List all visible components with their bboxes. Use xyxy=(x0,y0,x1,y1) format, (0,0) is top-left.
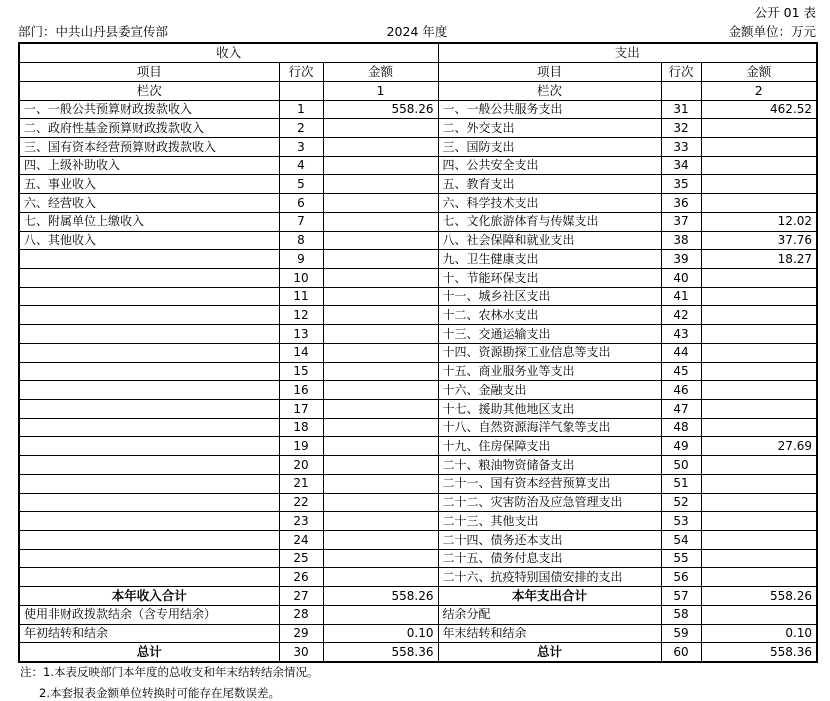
expense-line-cell: 58 xyxy=(661,605,701,624)
table-row xyxy=(19,624,817,643)
expense-line-cell: 39 xyxy=(661,250,701,269)
expense-item-cell: 二十五、债务付息支出 xyxy=(438,549,661,568)
table-row xyxy=(19,381,817,400)
table-row xyxy=(19,137,817,156)
expense-section-header: 支出 xyxy=(438,43,817,62)
expense-item-cell: 十八、自然资源海洋气象等支出 xyxy=(438,418,661,437)
table-row xyxy=(19,306,817,325)
expense-amount-cell xyxy=(701,287,817,306)
income-amount-cell: 558.36 xyxy=(323,643,438,662)
expense-line-cell: 51 xyxy=(661,474,701,493)
expense-item-cell: 二十一、国有资本经营预算支出 xyxy=(438,474,661,493)
income-line-cell: 26 xyxy=(279,568,323,587)
income-item-cell: 一、一般公共预算财政拨款收入 xyxy=(19,100,279,119)
expense-amount-cell xyxy=(701,605,817,624)
income-amount-cell: 558.26 xyxy=(323,587,438,606)
expense-item-cell: 二十四、债务还本支出 xyxy=(438,531,661,550)
expense-line-cell: 31 xyxy=(661,100,701,119)
income-amount-cell xyxy=(323,437,438,456)
expense-amount-cell xyxy=(701,362,817,381)
expense-amount-cell xyxy=(701,531,817,550)
income-item-cell xyxy=(19,456,279,475)
department-label: 部门：中共山丹县委宣传部 xyxy=(18,24,169,39)
income-section-header: 收入 xyxy=(19,43,438,62)
expense-line-cell: 52 xyxy=(661,493,701,512)
expense-line-cell: 40 xyxy=(661,268,701,287)
income-item-cell xyxy=(19,418,279,437)
income-amount-cell xyxy=(323,137,438,156)
income-index-label: 栏次 xyxy=(19,81,279,100)
expense-amount-cell: 18.27 xyxy=(701,250,817,269)
expense-line-cell: 43 xyxy=(661,325,701,344)
expense-line-cell: 57 xyxy=(661,587,701,606)
expense-line-cell: 49 xyxy=(661,437,701,456)
table-row xyxy=(19,531,817,550)
income-item-cell xyxy=(19,287,279,306)
expense-item-cell: 本年支出合计 xyxy=(438,587,661,606)
unit-label: 金额单位：万元 xyxy=(728,24,817,39)
income-item-cell xyxy=(19,400,279,419)
table-row xyxy=(19,418,817,437)
income-amount-cell xyxy=(323,287,438,306)
expense-amount-cell xyxy=(701,119,817,138)
table-row xyxy=(19,568,817,587)
income-item-cell: 六、经营收入 xyxy=(19,194,279,213)
section-header-row xyxy=(19,43,817,62)
expense-amount-cell: 558.36 xyxy=(701,643,817,662)
expense-item-cell: 三、国防支出 xyxy=(438,137,661,156)
expense-amount-cell xyxy=(701,400,817,419)
expense-amount-cell: 0.10 xyxy=(701,624,817,643)
expense-amount-cell xyxy=(701,137,817,156)
income-line-cell: 18 xyxy=(279,418,323,437)
income-item-cell xyxy=(19,568,279,587)
income-expense-table xyxy=(18,42,818,663)
expense-line-cell: 56 xyxy=(661,568,701,587)
table-row xyxy=(19,643,817,662)
income-amount-cell xyxy=(323,306,438,325)
column-index-row xyxy=(19,81,817,100)
expense-item-cell: 总计 xyxy=(438,643,661,662)
expense-index-blank xyxy=(661,81,701,100)
expense-item-cell: 十九、住房保障支出 xyxy=(438,437,661,456)
table-row xyxy=(19,493,817,512)
income-amount-cell xyxy=(323,175,438,194)
income-item-cell: 四、上级补助收入 xyxy=(19,156,279,175)
expense-line-cell: 48 xyxy=(661,418,701,437)
expense-line-cell: 54 xyxy=(661,531,701,550)
expense-amount-cell xyxy=(701,568,817,587)
income-line-cell: 29 xyxy=(279,624,323,643)
income-line-cell: 20 xyxy=(279,456,323,475)
income-item-cell: 年初结转和结余 xyxy=(19,624,279,643)
income-item-cell: 总计 xyxy=(19,643,279,662)
expense-line-cell: 37 xyxy=(661,212,701,231)
income-amount-cell xyxy=(323,493,438,512)
income-amount-cell xyxy=(323,418,438,437)
income-line-cell: 13 xyxy=(279,325,323,344)
income-line-cell: 1 xyxy=(279,100,323,119)
expense-item-cell: 二、外交支出 xyxy=(438,119,661,138)
expense-amount-cell xyxy=(701,156,817,175)
expense-item-cell: 二十三、其他支出 xyxy=(438,512,661,531)
expense-item-cell: 二十、粮油物资储备支出 xyxy=(438,456,661,475)
table-row xyxy=(19,268,817,287)
expense-line-cell: 47 xyxy=(661,400,701,419)
income-amount-cell xyxy=(323,568,438,587)
income-item-cell: 本年收入合计 xyxy=(19,587,279,606)
table-row xyxy=(19,231,817,250)
table-row xyxy=(19,437,817,456)
expense-line-cell: 53 xyxy=(661,512,701,531)
expense-item-cell: 一、一般公共服务支出 xyxy=(438,100,661,119)
table-row xyxy=(19,175,817,194)
income-line-cell: 24 xyxy=(279,531,323,550)
table-row xyxy=(19,362,817,381)
income-line-cell: 7 xyxy=(279,212,323,231)
column-header-row xyxy=(19,62,817,81)
expense-amount-cell: 27.69 xyxy=(701,437,817,456)
table-row xyxy=(19,605,817,624)
expense-line-cell: 44 xyxy=(661,343,701,362)
form-code-label: 公开 01 表 xyxy=(754,5,816,20)
income-line-cell: 22 xyxy=(279,493,323,512)
expense-item-cell: 十四、资源勘探工业信息等支出 xyxy=(438,343,661,362)
income-amount-cell xyxy=(323,268,438,287)
expense-amount-cell xyxy=(701,493,817,512)
income-amount-cell xyxy=(323,381,438,400)
expense-index-label: 栏次 xyxy=(438,81,661,100)
income-line-cell: 8 xyxy=(279,231,323,250)
table-row xyxy=(19,250,817,269)
income-amount-cell xyxy=(323,549,438,568)
table-row xyxy=(19,212,817,231)
expense-amount-header: 金额 xyxy=(701,62,817,81)
expense-item-cell: 八、社会保障和就业支出 xyxy=(438,231,661,250)
expense-item-cell: 九、卫生健康支出 xyxy=(438,250,661,269)
expense-item-cell: 二十二、灾害防治及应急管理支出 xyxy=(438,493,661,512)
income-amount-cell xyxy=(323,231,438,250)
income-amount-cell xyxy=(323,156,438,175)
income-line-cell: 25 xyxy=(279,549,323,568)
income-line-cell: 6 xyxy=(279,194,323,213)
expense-line-cell: 32 xyxy=(661,119,701,138)
expense-item-cell: 十六、金融支出 xyxy=(438,381,661,400)
table-row xyxy=(19,119,817,138)
income-amount-cell xyxy=(323,250,438,269)
income-line-cell: 19 xyxy=(279,437,323,456)
footnote-2: 2.本套报表金额单位转换时可能存在尾数误差。 xyxy=(39,685,280,700)
income-item-cell: 五、事业收入 xyxy=(19,175,279,194)
expense-item-cell: 七、文化旅游体育与传媒支出 xyxy=(438,212,661,231)
expense-line-cell: 36 xyxy=(661,194,701,213)
expense-amount-cell: 462.52 xyxy=(701,100,817,119)
expense-amount-cell xyxy=(701,343,817,362)
expense-item-cell: 六、科学技术支出 xyxy=(438,194,661,213)
income-line-cell: 30 xyxy=(279,643,323,662)
table-row xyxy=(19,456,817,475)
table-row xyxy=(19,400,817,419)
expense-amount-cell xyxy=(701,306,817,325)
expense-line-cell: 42 xyxy=(661,306,701,325)
footnote-1: 注：1.本表反映部门本年度的总收支和年末结转结余情况。 xyxy=(20,665,319,679)
expense-amount-cell xyxy=(701,325,817,344)
income-amount-cell xyxy=(323,400,438,419)
expense-item-cell: 年末结转和结余 xyxy=(438,624,661,643)
expense-line-cell: 50 xyxy=(661,456,701,475)
expense-line-cell: 60 xyxy=(661,643,701,662)
income-amount-cell xyxy=(323,605,438,624)
expense-item-cell: 十二、农林水支出 xyxy=(438,306,661,325)
income-amount-cell xyxy=(323,362,438,381)
expense-item-cell: 四、公共安全支出 xyxy=(438,156,661,175)
expense-item-cell: 十五、商业服务业等支出 xyxy=(438,362,661,381)
income-col-index: 1 xyxy=(323,81,438,100)
footnotes xyxy=(20,666,318,701)
income-line-cell: 11 xyxy=(279,287,323,306)
income-amount-cell xyxy=(323,343,438,362)
expense-line-cell: 55 xyxy=(661,549,701,568)
income-line-header: 行次 xyxy=(279,62,323,81)
expense-line-cell: 45 xyxy=(661,362,701,381)
income-line-cell: 12 xyxy=(279,306,323,325)
expense-line-cell: 38 xyxy=(661,231,701,250)
table-row xyxy=(19,325,817,344)
year-label: 2024 年度 xyxy=(386,24,448,39)
income-amount-cell: 0.10 xyxy=(323,624,438,643)
expense-amount-cell xyxy=(701,474,817,493)
report-meta-row xyxy=(18,22,816,40)
income-index-blank xyxy=(279,81,323,100)
income-line-cell: 3 xyxy=(279,137,323,156)
income-line-cell: 14 xyxy=(279,343,323,362)
income-item-cell xyxy=(19,437,279,456)
expense-amount-cell xyxy=(701,549,817,568)
income-amount-cell xyxy=(323,531,438,550)
income-line-cell: 17 xyxy=(279,400,323,419)
income-item-cell xyxy=(19,268,279,287)
income-amount-cell: 558.26 xyxy=(323,100,438,119)
expense-amount-cell xyxy=(701,194,817,213)
income-line-cell: 15 xyxy=(279,362,323,381)
table-body xyxy=(19,100,817,662)
income-line-cell: 21 xyxy=(279,474,323,493)
income-item-cell xyxy=(19,531,279,550)
expense-amount-cell xyxy=(701,175,817,194)
expense-amount-cell xyxy=(701,418,817,437)
income-line-cell: 28 xyxy=(279,605,323,624)
income-line-cell: 2 xyxy=(279,119,323,138)
table-row xyxy=(19,287,817,306)
expense-amount-cell xyxy=(701,512,817,531)
income-amount-header: 金额 xyxy=(323,62,438,81)
table-row xyxy=(19,474,817,493)
expense-item-header: 项目 xyxy=(438,62,661,81)
income-amount-cell xyxy=(323,474,438,493)
table-row xyxy=(19,100,817,119)
income-item-cell: 三、国有资本经营预算财政拨款收入 xyxy=(19,137,279,156)
expense-item-cell: 结余分配 xyxy=(438,605,661,624)
expense-line-cell: 35 xyxy=(661,175,701,194)
expense-item-cell: 十、节能环保支出 xyxy=(438,268,661,287)
expense-line-cell: 41 xyxy=(661,287,701,306)
table-row xyxy=(19,549,817,568)
expense-item-cell: 五、教育支出 xyxy=(438,175,661,194)
income-item-cell xyxy=(19,325,279,344)
expense-item-cell: 二十六、抗疫特别国债安排的支出 xyxy=(438,568,661,587)
income-line-cell: 27 xyxy=(279,587,323,606)
table-row xyxy=(19,194,817,213)
income-line-cell: 16 xyxy=(279,381,323,400)
expense-item-cell: 十三、交通运输支出 xyxy=(438,325,661,344)
table-row xyxy=(19,587,817,606)
income-line-cell: 5 xyxy=(279,175,323,194)
income-item-cell: 七、附属单位上缴收入 xyxy=(19,212,279,231)
income-amount-cell xyxy=(323,119,438,138)
income-item-cell xyxy=(19,493,279,512)
table-row xyxy=(19,343,817,362)
expense-amount-cell: 12.02 xyxy=(701,212,817,231)
expense-item-cell: 十一、城乡社区支出 xyxy=(438,287,661,306)
income-item-cell xyxy=(19,250,279,269)
expense-line-cell: 34 xyxy=(661,156,701,175)
table-row xyxy=(19,512,817,531)
income-item-header: 项目 xyxy=(19,62,279,81)
income-amount-cell xyxy=(323,456,438,475)
income-amount-cell xyxy=(323,212,438,231)
income-item-cell xyxy=(19,512,279,531)
income-amount-cell xyxy=(323,512,438,531)
expense-item-cell: 十七、援助其他地区支出 xyxy=(438,400,661,419)
expense-amount-cell xyxy=(701,268,817,287)
income-item-cell xyxy=(19,306,279,325)
expense-col-index: 2 xyxy=(701,81,817,100)
income-item-cell xyxy=(19,549,279,568)
expense-line-cell: 59 xyxy=(661,624,701,643)
income-item-cell xyxy=(19,474,279,493)
expense-line-cell: 46 xyxy=(661,381,701,400)
expense-amount-cell xyxy=(701,456,817,475)
income-line-cell: 23 xyxy=(279,512,323,531)
table-row xyxy=(19,156,817,175)
expense-amount-cell: 37.76 xyxy=(701,231,817,250)
income-item-cell: 八、其他收入 xyxy=(19,231,279,250)
expense-line-cell: 33 xyxy=(661,137,701,156)
expense-amount-cell xyxy=(701,381,817,400)
income-line-cell: 4 xyxy=(279,156,323,175)
income-line-cell: 9 xyxy=(279,250,323,269)
income-amount-cell xyxy=(323,194,438,213)
income-item-cell: 二、政府性基金预算财政拨款收入 xyxy=(19,119,279,138)
expense-amount-cell: 558.26 xyxy=(701,587,817,606)
income-line-cell: 10 xyxy=(279,268,323,287)
income-item-cell xyxy=(19,343,279,362)
income-item-cell: 使用非财政拨款结余（含专用结余） xyxy=(19,605,279,624)
income-amount-cell xyxy=(323,325,438,344)
expense-line-header: 行次 xyxy=(661,62,701,81)
income-item-cell xyxy=(19,362,279,381)
income-item-cell xyxy=(19,381,279,400)
